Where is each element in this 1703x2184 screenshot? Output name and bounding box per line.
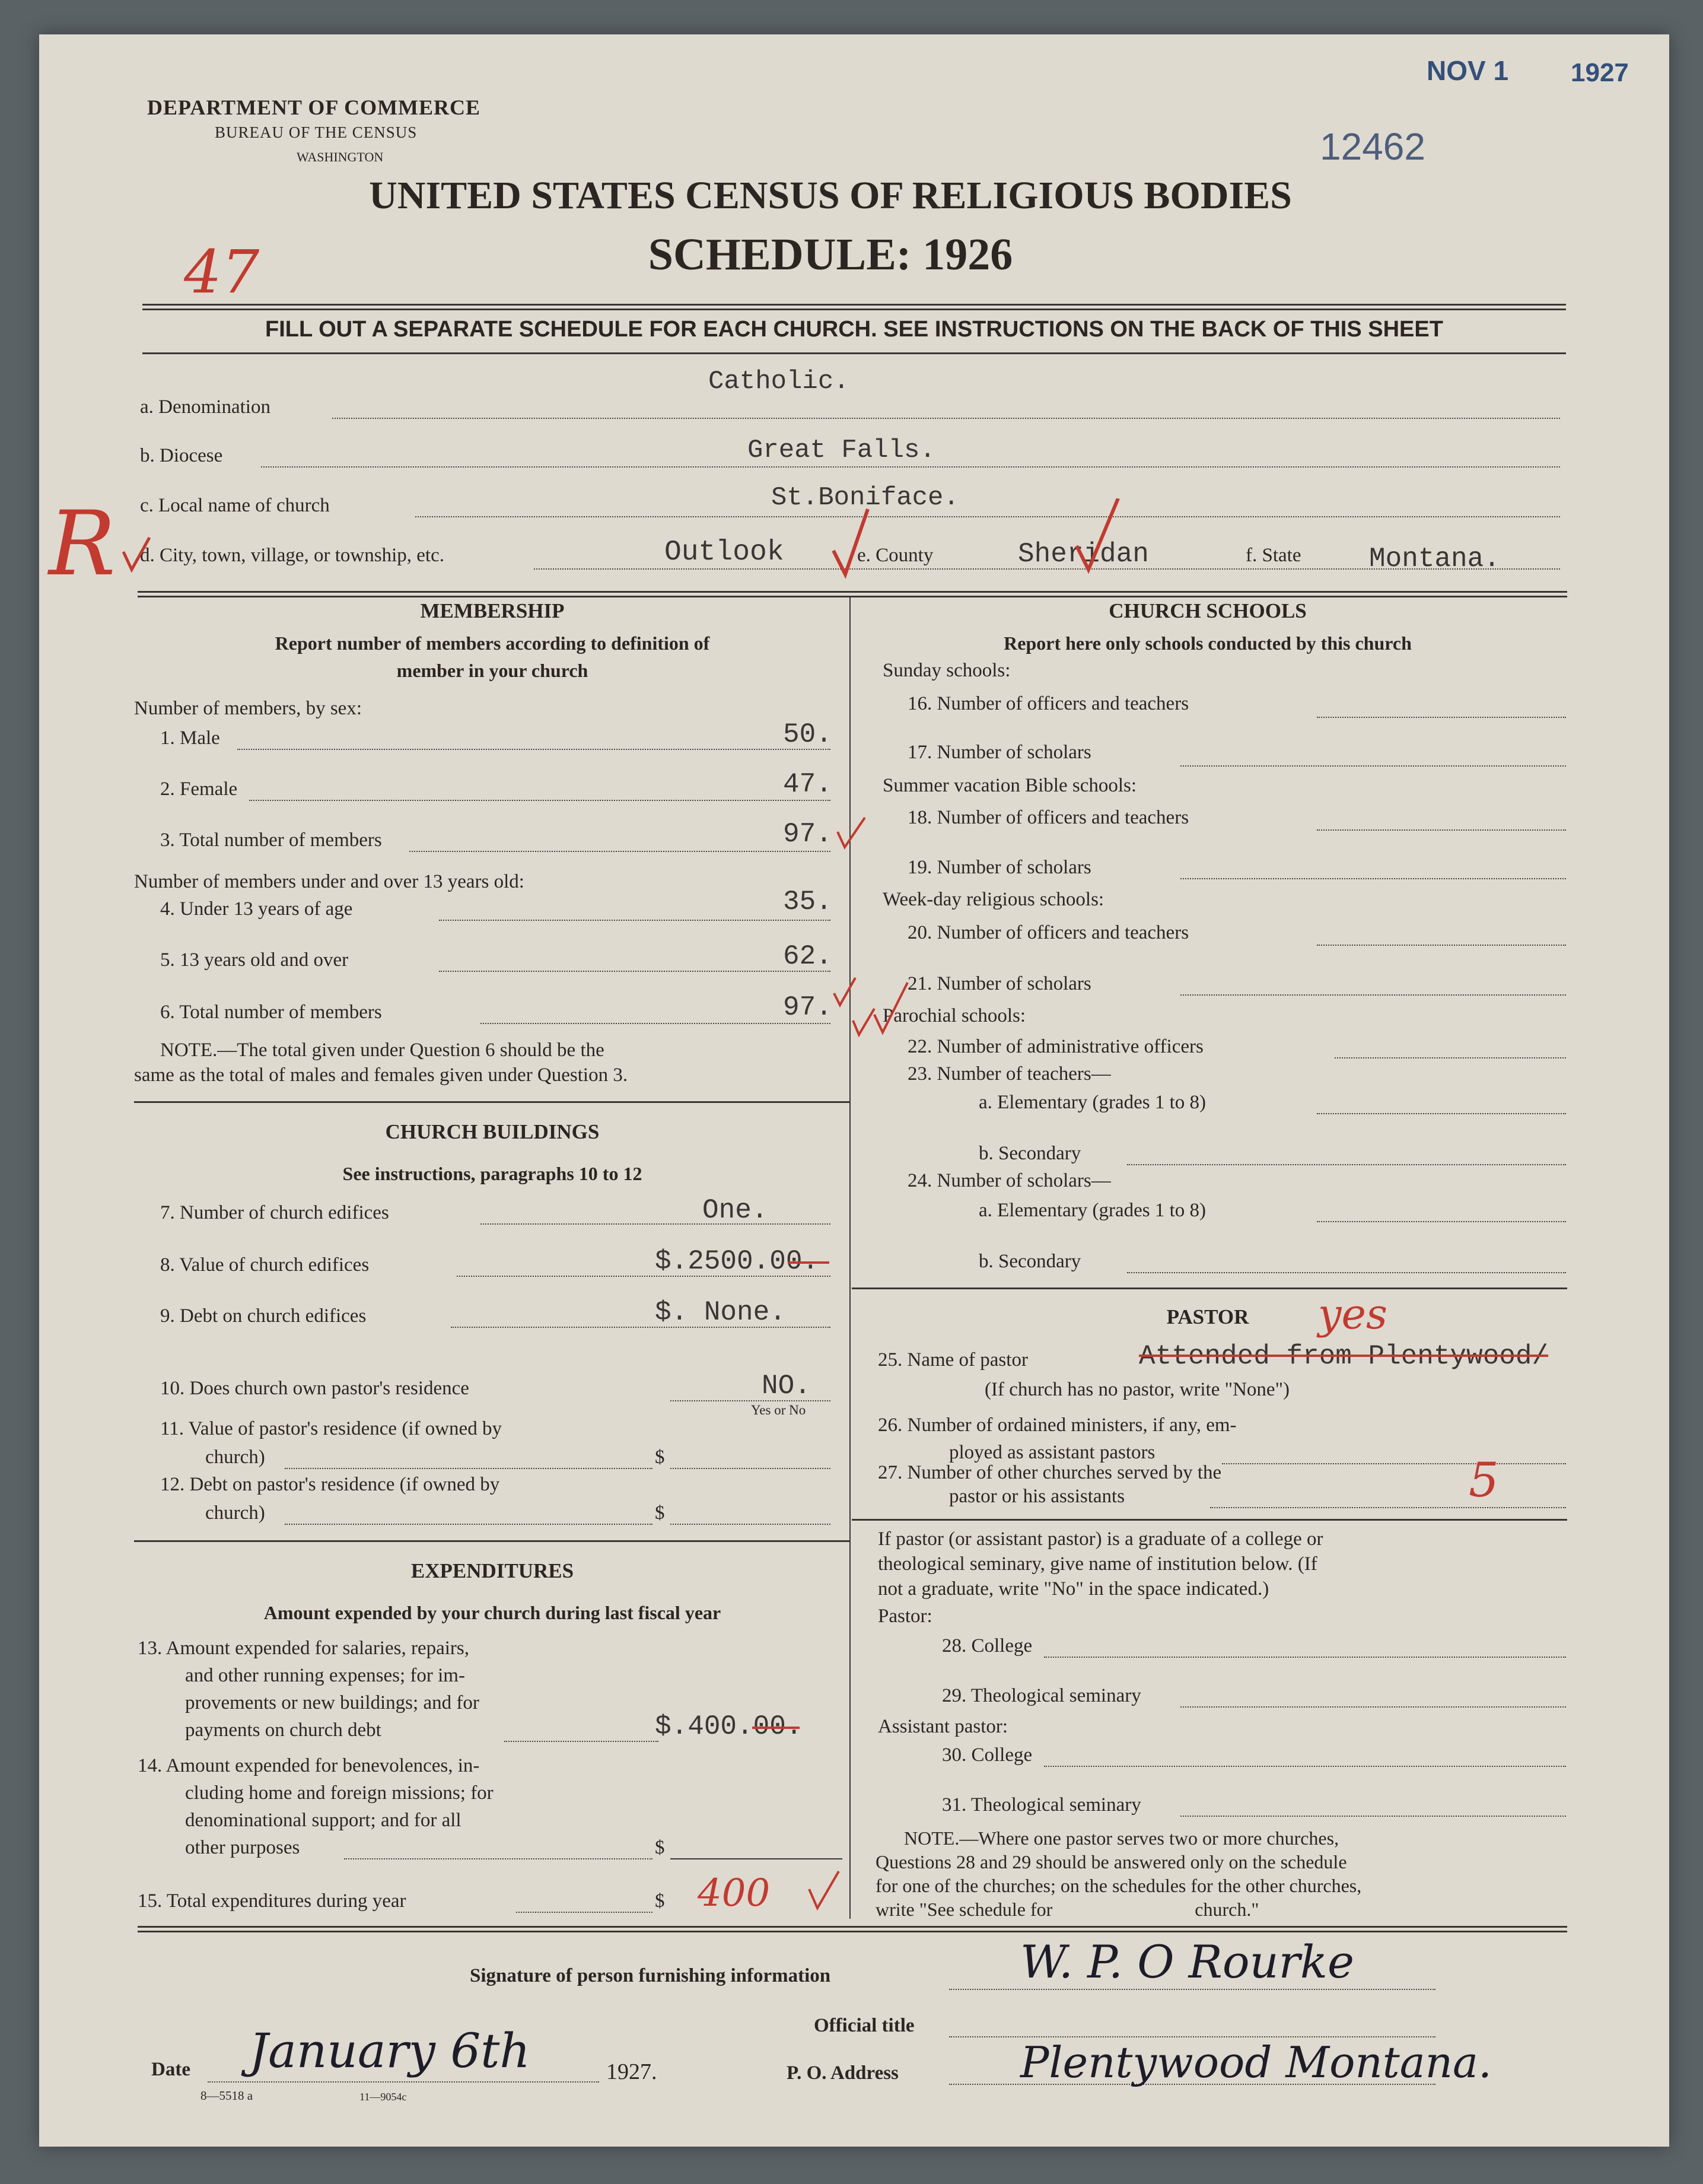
schools-intro: Report here only schools conducted by this church [1004, 632, 1412, 654]
state-label: f. State [1246, 545, 1301, 566]
q19-label: 19. Number of scholars [908, 857, 1091, 878]
q7-edifices-value: One. [702, 1195, 768, 1226]
q13-line-4: payments on church debt [185, 1719, 381, 1741]
q14-line-2: cluding home and foreign missions; for [185, 1782, 494, 1804]
q24b-label: b. Secondary [979, 1251, 1081, 1272]
pastor-note-2: Questions 28 and 29 should be answered only on the schedule [876, 1851, 1347, 1873]
q3-label: 3. Total number of members [160, 829, 382, 851]
q11-value: $ [655, 1447, 665, 1468]
red-check-left [119, 534, 154, 576]
parochial-schools-label: Parochial schools: [883, 1005, 1026, 1026]
weekday-schools-label: Week-day religious schools: [883, 889, 1104, 910]
q8-edifice-value: $.2500.00. [655, 1246, 819, 1277]
q4-label: 4. Under 13 years of age [160, 898, 353, 920]
pastor-sublabel: Pastor: [878, 1606, 932, 1627]
membership-heading: MEMBERSHIP [420, 599, 565, 622]
red-checkmarks [822, 498, 1130, 581]
bureau-name: BUREAU OF THE CENSUS [215, 123, 418, 141]
graduate-instr-3: not a graduate, write "No" in the space indicated.) [878, 1578, 1269, 1600]
membership-note-line-1: NOTE.—The total given under Question 6 should be the [160, 1039, 604, 1061]
q27-line-2: pastor or his assistants [949, 1486, 1125, 1507]
received-date-stamp: NOV 1 [1427, 55, 1509, 86]
expenditures-intro: Amount expended by your church during last fiscal year [263, 1602, 721, 1623]
q3-total-value: 97. [783, 819, 832, 850]
graduate-instr-1: If pastor (or assistant pastor) is a graduate of a college or [878, 1528, 1323, 1550]
church-buildings-heading: CHURCH BUILDINGS [385, 1120, 600, 1143]
membership-note-line-2: same as the total of males and females given under Question 3. [134, 1064, 628, 1086]
city-value: Outlook [664, 536, 784, 568]
q20-label: 20. Number of officers and teachers [908, 922, 1189, 943]
q25-label: 25. Name of pastor [878, 1349, 1028, 1371]
date-value: January 6th [249, 2023, 530, 2078]
pastor-note-4: write "See schedule for church." [876, 1899, 1259, 1920]
q9-debt-value: $. None. [655, 1297, 786, 1328]
q28-label: 28. College [942, 1635, 1033, 1657]
q2-label: 2. Female [160, 778, 238, 800]
red-strike-cents [788, 1261, 829, 1264]
q5-label: 5. 13 years old and over [160, 949, 349, 971]
signature-value: W. P. O Rourke [1020, 1935, 1354, 1988]
q21-label: 21. Number of scholars [908, 973, 1091, 994]
q24a-label: a. Elementary (grades 1 to 8) [979, 1200, 1207, 1221]
red-check-q3 [835, 815, 871, 851]
graduate-instr-2: theological seminary, give name of institution below. (If [878, 1553, 1317, 1575]
q10-residence-value: NO. [762, 1371, 811, 1401]
q25-note: (If church has no pastor, write "None") [985, 1379, 1290, 1400]
q13-line-1: 13. Amount expended for salaries, repairs, [138, 1638, 470, 1659]
q8-label: 8. Value of church edifices [160, 1254, 370, 1276]
denomination-label: a. Denomination [140, 396, 270, 418]
separate-schedule-instruction: FILL OUT A SEPARATE SCHEDULE FOR EACH CHURCH. SEE INSTRUCTIONS ON THE BACK OF THIS SHEET [265, 317, 1443, 342]
pastor-note-3: for one of the churches; on the schedules for the other churches, [876, 1875, 1362, 1896]
q14-line-3: denominational support; and for all [185, 1810, 461, 1831]
q4-under-13-value: 35. [783, 886, 832, 917]
q23-label: 23. Number of teachers— [908, 1063, 1111, 1085]
q12-value: $ [655, 1502, 665, 1524]
q13-line-2: and other running expenses; for im- [185, 1665, 465, 1686]
membership-intro-1: Report number of members according to definition of [275, 632, 710, 654]
church-name-label: c. Local name of church [140, 495, 330, 516]
q14-line-4: other purposes [185, 1837, 300, 1858]
diocese-label: b. Diocese [140, 445, 223, 466]
q25-pastor-value: Attended from Plentywood/ [1139, 1341, 1549, 1372]
q2-female-value: 47. [783, 769, 832, 800]
q27-line-1: 27. Number of other churches served by the [878, 1462, 1222, 1483]
q14-line-1: 14. Amount expended for benevolences, in- [138, 1755, 480, 1776]
buildings-intro: See instructions, paragraphs 10 to 12 [342, 1163, 642, 1184]
q10-label: 10. Does church own pastor's residence [160, 1378, 469, 1399]
church-name-value: St.Boniface. [771, 483, 959, 513]
received-year-stamp: 1927 [1571, 58, 1629, 87]
q15-total-value: 400 [698, 1871, 771, 1915]
assistant-pastor-sublabel: Assistant pastor: [878, 1716, 1008, 1737]
q26-line-1: 26. Number of ordained ministers, if any, em- [878, 1414, 1237, 1436]
bureau-city: WASHINGTON [297, 150, 384, 164]
expenditures-heading: EXPENDITURES [410, 1559, 574, 1582]
date-label: Date [151, 2059, 190, 2080]
red-check-q15 [807, 1869, 842, 1916]
members-by-sex-label: Number of members, by sex: [134, 698, 362, 719]
form-title: UNITED STATES CENSUS OF RELIGIOUS BODIES [369, 174, 1292, 217]
q6-total-value: 97. [783, 992, 832, 1023]
po-address-label: P. O. Address [787, 2062, 899, 2084]
q14-amount-value: $ [655, 1837, 665, 1858]
department-name: DEPARTMENT OF COMMERCE [147, 96, 481, 119]
q12-label: 12. Debt on pastor's residence (if owned by [160, 1474, 500, 1495]
po-address-value: Plentywood Montana. [1020, 2037, 1492, 2087]
diocese-value: Great Falls. [747, 435, 935, 465]
city-label: d. City, town, village, or township, etc. [140, 545, 444, 566]
form-subtitle: SCHEDULE: 1926 [648, 230, 1013, 279]
q17-label: 17. Number of scholars [908, 742, 1091, 763]
county-value: Sheridan [1018, 539, 1149, 570]
q13-line-3: provements or new buildings; and for [185, 1692, 479, 1713]
sunday-schools-label: Sunday schools: [883, 660, 1011, 681]
q22-label: 22. Number of administrative officers [908, 1036, 1204, 1057]
file-number-stamp: 12462 [1320, 125, 1425, 168]
pastor-note-1: NOTE.—Where one pastor serves two or more churches, [904, 1827, 1339, 1849]
q15-dollar: $ [655, 1890, 665, 1912]
q23a-label: a. Elementary (grades 1 to 8) [979, 1092, 1207, 1113]
q11-label-cont: church) [205, 1447, 265, 1468]
yes-or-no-hint: Yes or No [751, 1403, 806, 1417]
state-value: Montana. [1369, 543, 1500, 574]
date-year: 1927. [606, 2059, 657, 2084]
q7-label: 7. Number of church edifices [160, 1202, 389, 1223]
q1-label: 1. Male [160, 727, 220, 749]
q27-churches-value: 5 [1469, 1452, 1499, 1508]
q13-amount-value: $.400.00. [655, 1711, 803, 1742]
q1-male-value: 50. [783, 719, 832, 750]
q30-label: 30. College [942, 1744, 1033, 1766]
form-number: 8—5518 a [200, 2088, 253, 2103]
red-check-parochial [872, 979, 913, 1038]
red-annotation-r: R [49, 492, 116, 596]
q9-label: 9. Debt on church edifices [160, 1305, 367, 1327]
q18-label: 18. Number of officers and teachers [908, 807, 1189, 828]
q15-label: 15. Total expenditures during year [138, 1890, 406, 1912]
denomination-value: Catholic. [708, 367, 849, 396]
q12-label-cont: church) [205, 1502, 265, 1524]
q16-label: 16. Number of officers and teachers [908, 693, 1189, 714]
q5-over-13-value: 62. [783, 941, 832, 972]
membership-intro-2: member in your church [396, 660, 588, 681]
q6-label: 6. Total number of members [160, 1002, 382, 1023]
members-by-age-label: Number of members under and over 13 years old: [134, 871, 524, 892]
q31-label: 31. Theological seminary [942, 1794, 1141, 1816]
print-number: 11—9054c [359, 2091, 407, 2103]
q23b-label: b. Secondary [979, 1143, 1081, 1164]
red-strike-q13 [752, 1727, 800, 1729]
q24-label: 24. Number of scholars— [908, 1170, 1111, 1191]
pastor-red-annotation: yes [1318, 1290, 1387, 1339]
pastor-heading: PASTOR [1166, 1305, 1249, 1328]
red-annotation-number: 47 [184, 237, 260, 307]
q26-line-2: ployed as assistant pastors [949, 1442, 1156, 1463]
q11-label: 11. Value of pastor's residence (if owned by [160, 1418, 502, 1439]
official-title-label: Official title [814, 2015, 915, 2036]
q29-label: 29. Theological seminary [942, 1685, 1141, 1706]
summer-schools-label: Summer vacation Bible schools: [883, 775, 1137, 796]
signature-label: Signature of person furnishing information [470, 1965, 831, 1986]
church-schools-heading: CHURCH SCHOOLS [1109, 599, 1307, 622]
county-label: e. County [857, 545, 934, 566]
